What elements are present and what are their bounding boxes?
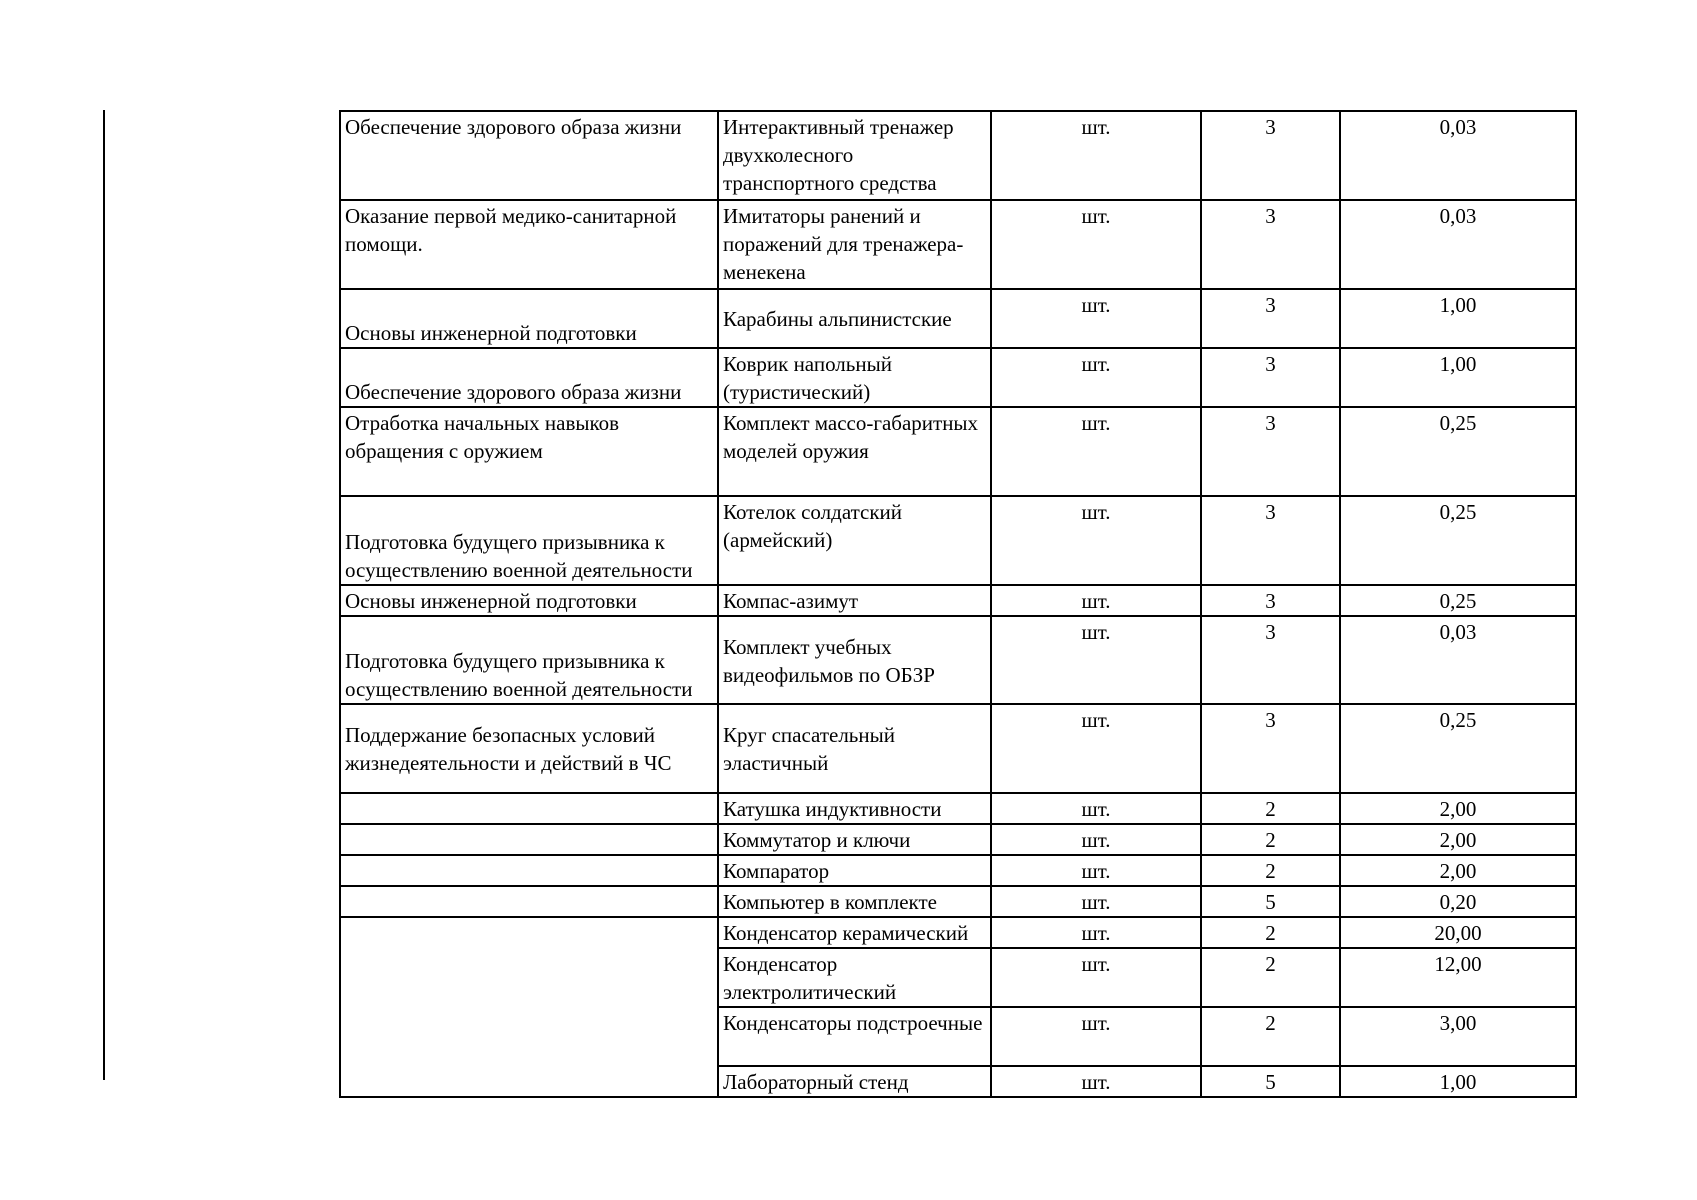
quantity-cell: 3 [1201,616,1340,704]
item-cell: Круг спасательный эластичный [718,704,991,793]
unit-cell: шт. [991,289,1201,348]
item-cell: Комплект учебных видеофильмов по ОБЗР [718,616,991,704]
quantity-cell: 2 [1201,917,1340,948]
table-row [340,616,1576,704]
quantity-cell: 2 [1201,824,1340,855]
topic-cell [340,886,718,917]
unit-cell: шт. [991,855,1201,886]
item-cell: Котелок солдатский (армейский) [718,496,991,585]
item-cell: Комплект массо-габаритных моделей оружия [718,407,991,496]
value-cell: 0,03 [1340,616,1576,704]
unit-cell: шт. [991,496,1201,585]
item-cell: Компас-азимут [718,585,991,616]
item-cell: Коммутатор и ключи [718,824,991,855]
unit-cell: шт. [991,917,1201,948]
unit-cell: шт. [991,886,1201,917]
topic-cell [340,917,718,1097]
value-cell: 1,00 [1340,289,1576,348]
quantity-cell: 3 [1201,407,1340,496]
topic-cell: Обеспечение здорового образа жизни [340,348,718,407]
item-cell: Конденсаторы подстроечные [718,1007,991,1066]
topic-cell: Обеспечение здорового образа жизни [340,111,718,200]
table-row [340,704,1576,793]
item-cell: Имитаторы ранений и поражений для тренажера-менекена [718,200,991,289]
quantity-cell: 3 [1201,200,1340,289]
left-margin-rule [103,110,105,1080]
table-row [340,585,1576,616]
unit-cell: шт. [991,616,1201,704]
topic-cell: Оказание первой медико-санитарной помощи. [340,200,718,289]
quantity-cell: 2 [1201,948,1340,1007]
item-cell: Компьютер в комплекте [718,886,991,917]
topic-cell: Отработка начальных навыков обращения с оружием [340,407,718,496]
value-cell: 20,00 [1340,917,1576,948]
quantity-cell: 5 [1201,886,1340,917]
topic-cell: Основы инженерной подготовки [340,585,718,616]
unit-cell: шт. [991,704,1201,793]
table-row [340,855,1576,886]
quantity-cell: 2 [1201,793,1340,824]
item-cell: Компаратор [718,855,991,886]
table-row [340,348,1576,407]
item-cell: Конденсатор керамический [718,917,991,948]
quantity-cell: 3 [1201,585,1340,616]
table-row [340,200,1576,289]
item-cell: Катушка индуктивности [718,793,991,824]
unit-cell: шт. [991,793,1201,824]
table-row [340,111,1576,200]
unit-cell: шт. [991,348,1201,407]
topic-cell: Подготовка будущего призывника к осуществлению военной деятельности [340,616,718,704]
unit-cell: шт. [991,111,1201,200]
quantity-cell: 3 [1201,111,1340,200]
table-row [340,917,1576,948]
value-cell: 1,00 [1340,348,1576,407]
value-cell: 2,00 [1340,824,1576,855]
quantity-cell: 2 [1201,855,1340,886]
unit-cell: шт. [991,1007,1201,1066]
unit-cell: шт. [991,824,1201,855]
unit-cell: шт. [991,200,1201,289]
topic-cell [340,855,718,886]
topic-cell [340,793,718,824]
value-cell: 0,25 [1340,407,1576,496]
value-cell: 0,20 [1340,886,1576,917]
item-cell: Конденсатор электролитический [718,948,991,1007]
quantity-cell: 3 [1201,496,1340,585]
unit-cell: шт. [991,407,1201,496]
item-cell: Коврик напольный (туристический) [718,348,991,407]
topic-cell: Основы инженерной подготовки [340,289,718,348]
value-cell: 3,00 [1340,1007,1576,1066]
unit-cell: шт. [991,1066,1201,1097]
value-cell: 0,25 [1340,585,1576,616]
quantity-cell: 5 [1201,1066,1340,1097]
topic-cell: Подготовка будущего призывника к осуществлению военной деятельности [340,496,718,585]
quantity-cell: 2 [1201,1007,1340,1066]
value-cell: 2,00 [1340,793,1576,824]
value-cell: 12,00 [1340,948,1576,1007]
table-row [340,407,1576,496]
value-cell: 1,00 [1340,1066,1576,1097]
item-cell: Лабораторный стенд [718,1066,991,1097]
value-cell: 0,03 [1340,200,1576,289]
table-row [340,824,1576,855]
topic-cell [340,824,718,855]
value-cell: 0,03 [1340,111,1576,200]
value-cell: 2,00 [1340,855,1576,886]
table-row [340,496,1576,585]
value-cell: 0,25 [1340,496,1576,585]
topic-cell: Поддержание безопасных условий жизнедеятельности и действий в ЧС [340,704,718,793]
equipment-table [339,110,1577,1098]
quantity-cell: 3 [1201,704,1340,793]
value-cell: 0,25 [1340,704,1576,793]
table-row [340,289,1576,348]
unit-cell: шт. [991,948,1201,1007]
quantity-cell: 3 [1201,348,1340,407]
table-row [340,793,1576,824]
item-cell: Интерактивный тренажер двухколесного транспортного средства [718,111,991,200]
quantity-cell: 3 [1201,289,1340,348]
table-row [340,886,1576,917]
item-cell: Карабины альпинистские [718,289,991,348]
unit-cell: шт. [991,585,1201,616]
